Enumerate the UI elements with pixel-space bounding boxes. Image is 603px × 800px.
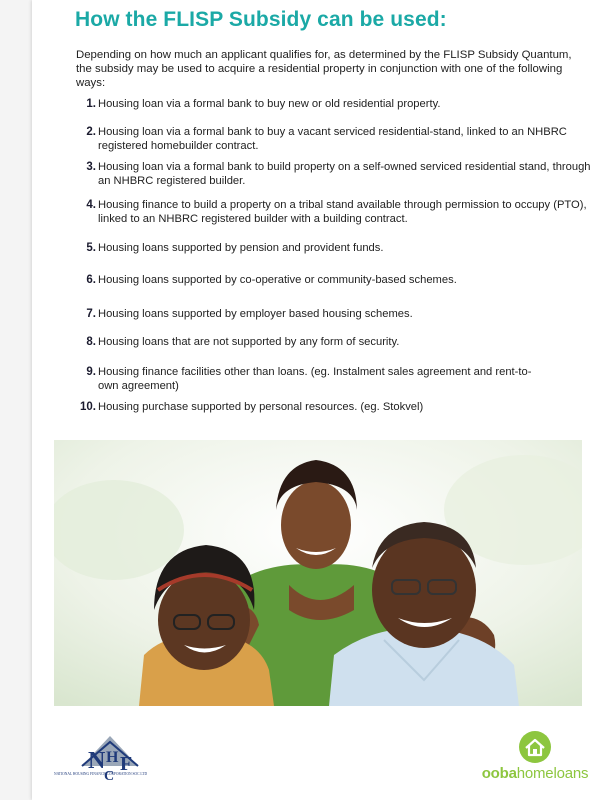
nhfc-logo-mark: [52, 728, 170, 784]
list-number: 3.: [86, 161, 96, 173]
list-text: Housing finance facilities other than loans. (eg. Instalment sales agreement and rent-to-own agreement): [98, 366, 532, 392]
list-number: 9.: [86, 366, 96, 378]
ooba-wordmark-light: homeloans: [516, 765, 589, 782]
list-text: Housing loans that are not supported by any form of security.: [98, 336, 400, 348]
list-number: 5.: [86, 242, 96, 254]
family-photo: [54, 440, 582, 706]
page-title: How the FLISP Subsidy can be used:: [75, 8, 447, 31]
list-text: Housing loan via a formal bank to buy new or old residential property.: [98, 98, 441, 110]
family-photo-image: [54, 440, 582, 706]
intro-paragraph: Depending on how much an applicant qualifies for, as determined by the FLISP Subsidy Quantum, the subsidy may be used to acquire a residential property in conjunction with one of the following ways:: [76, 49, 572, 89]
list-number: 1.: [86, 98, 96, 110]
list-text: Housing loans supported by employer based housing schemes.: [98, 308, 413, 320]
nhfc-logo: [52, 728, 170, 784]
house-icon: [465, 730, 603, 766]
ooba-wordmark: [465, 765, 603, 782]
list-text: Housing loans supported by co-operative or community-based schemes.: [98, 274, 457, 286]
document-page: [32, 0, 603, 800]
list-number: 4.: [86, 199, 96, 211]
list-number: 7.: [86, 308, 96, 320]
list-number: 8.: [86, 336, 96, 348]
list-text: Housing loan via a formal bank to buy a vacant serviced residential-stand, linked to an NHBRC registered homebuilder contract.: [98, 126, 567, 152]
ooba-logo: [465, 730, 603, 784]
list-number: 6.: [86, 274, 96, 286]
list-number: 10.: [80, 401, 96, 413]
svg-text:C: C: [104, 769, 115, 784]
svg-text:H: H: [106, 749, 119, 766]
nhfc-logo-text: NATIONAL HOUSING FINANCE CORPORATION SOC LTD: [54, 772, 148, 776]
ooba-wordmark-bold: ooba: [481, 765, 517, 782]
list-text: Housing loans supported by pension and provident funds.: [98, 242, 384, 254]
list-text: Housing loan via a formal bank to build property on a self-owned serviced residential stand, through an NHBRC registered builder.: [98, 161, 591, 187]
svg-text:N: N: [88, 748, 106, 774]
list-text: Housing finance to build a property on a tribal stand available through permission to occupy (PTO), linked to an NHBRC registered builder with a building contract.: [98, 199, 587, 225]
list-number: 2.: [86, 126, 96, 138]
list-text: Housing purchase supported by personal resources. (eg. Stokvel): [98, 401, 424, 413]
svg-text:F: F: [120, 753, 133, 775]
